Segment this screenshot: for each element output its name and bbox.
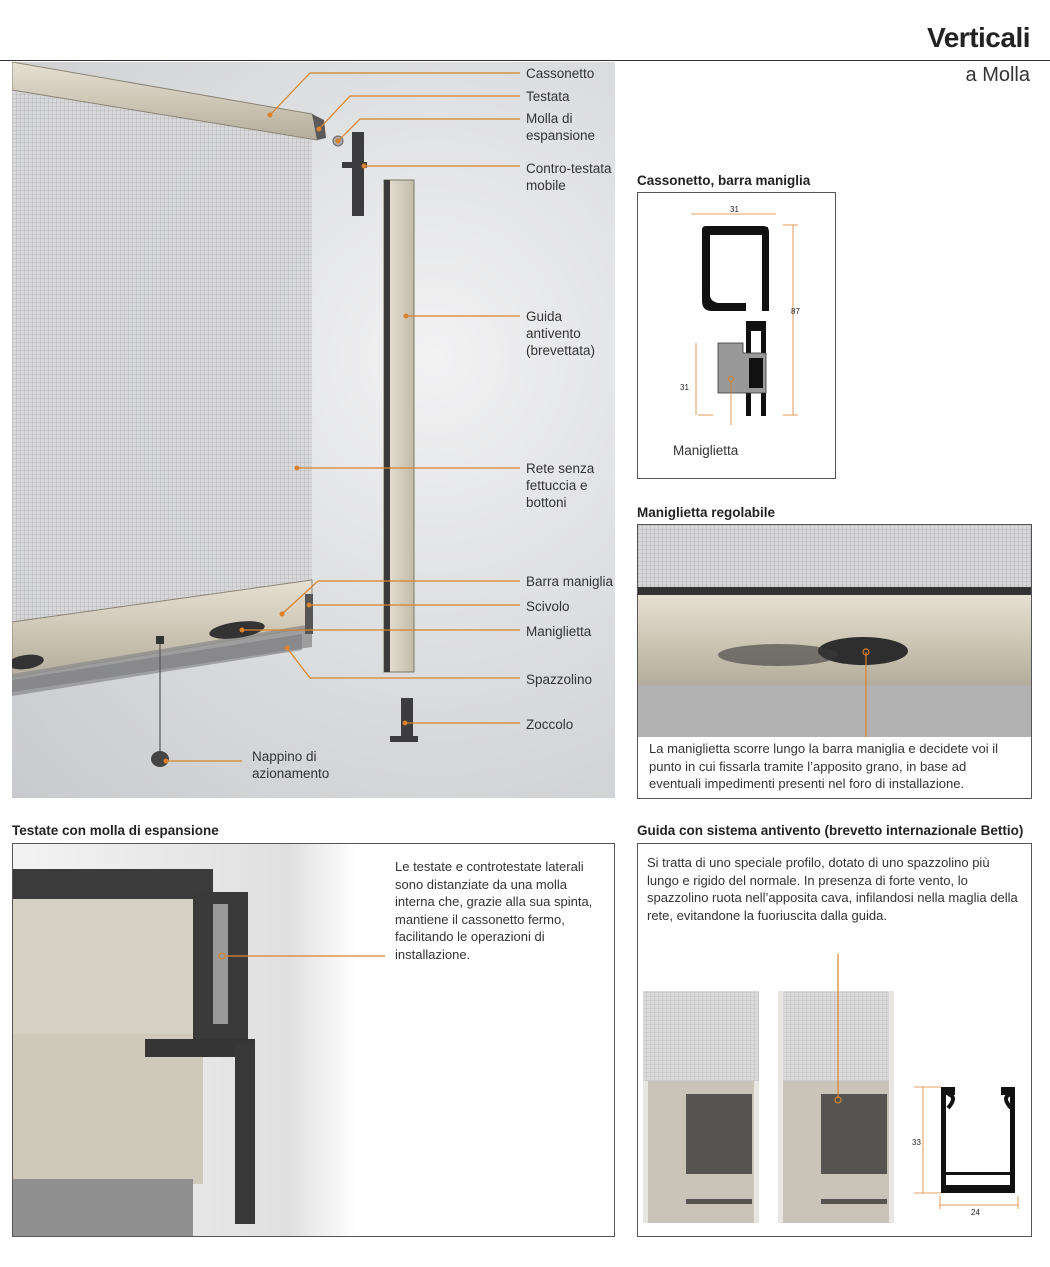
callout-spazzolino: Spazzolino	[526, 672, 593, 687]
profile-label-maniglietta: Maniglietta	[673, 443, 739, 458]
dim-lower-label: 31	[680, 383, 689, 392]
product-photo	[12, 62, 615, 798]
callout-guida: Guida antivento (brevettata)	[526, 309, 596, 358]
caps-box	[12, 843, 615, 1237]
callout-molla: Molla di espansione	[526, 111, 596, 143]
header-rule	[0, 60, 1050, 61]
page-title: Verticali	[927, 22, 1030, 53]
guide-description: Si tratta di uno speciale profilo, dotato di uno spazzolino più lungo e rigido del normale. In presenza di forte vento, lo spazzolino ruota nell’apposita cava, infilandosi nella maglia della rete, evitandone la fuoriuscita dalla guida.	[647, 855, 1018, 923]
guide-dim-height: 33	[912, 1138, 921, 1147]
callout-testata: Testata	[526, 89, 570, 104]
handle-description: La maniglietta scorre lungo la barra maniglia e decidete voi il punto in cui fissarla tramite l’apposito grano, in base ad eventuali impedimenti presenti nel foro di installazione.	[649, 741, 999, 791]
callout-rete: Rete senza fettuccia e bottoni	[526, 461, 595, 510]
callout-scivolo: Scivolo	[526, 599, 570, 614]
product-illustration	[12, 62, 615, 798]
section-title-caps: Testate con molla di espansione	[12, 823, 219, 838]
callout-cassonetto: Cassonetto	[526, 66, 595, 81]
dim-width-label: 31	[730, 205, 739, 214]
handle-box	[637, 524, 1032, 799]
section-title-profile: Cassonetto, barra maniglia	[637, 173, 811, 188]
page-subtitle: a Molla	[965, 64, 1030, 86]
callout-controtestata: Contro-testata mobile	[526, 161, 612, 193]
callout-maniglietta: Maniglietta	[526, 624, 592, 639]
callout-nappino: Nappino di azionamento	[252, 749, 330, 781]
caps-description: Le testate e controtestate laterali sono distanziate da una molla interna che, grazie alla sua spinta, mantiene il cassonetto fermo, facilitando le operazioni di installazione.	[395, 859, 593, 962]
guide-dim-width: 24	[971, 1208, 980, 1217]
profile-drawing	[638, 193, 835, 478]
mesh-screen	[12, 92, 312, 637]
dim-height-label: 87	[791, 307, 800, 316]
profile-drawing-box	[637, 192, 836, 479]
section-title-handle: Maniglietta regolabile	[637, 505, 776, 520]
callout-barra: Barra maniglia	[526, 574, 614, 589]
guide-box	[637, 843, 1032, 1237]
section-title-guide: Guida con sistema antivento (brevetto internazionale Bettio)	[637, 823, 1024, 838]
handle-photo	[638, 525, 1031, 737]
guide-illustration	[638, 844, 1031, 1236]
callout-zoccolo: Zoccolo	[526, 717, 574, 732]
